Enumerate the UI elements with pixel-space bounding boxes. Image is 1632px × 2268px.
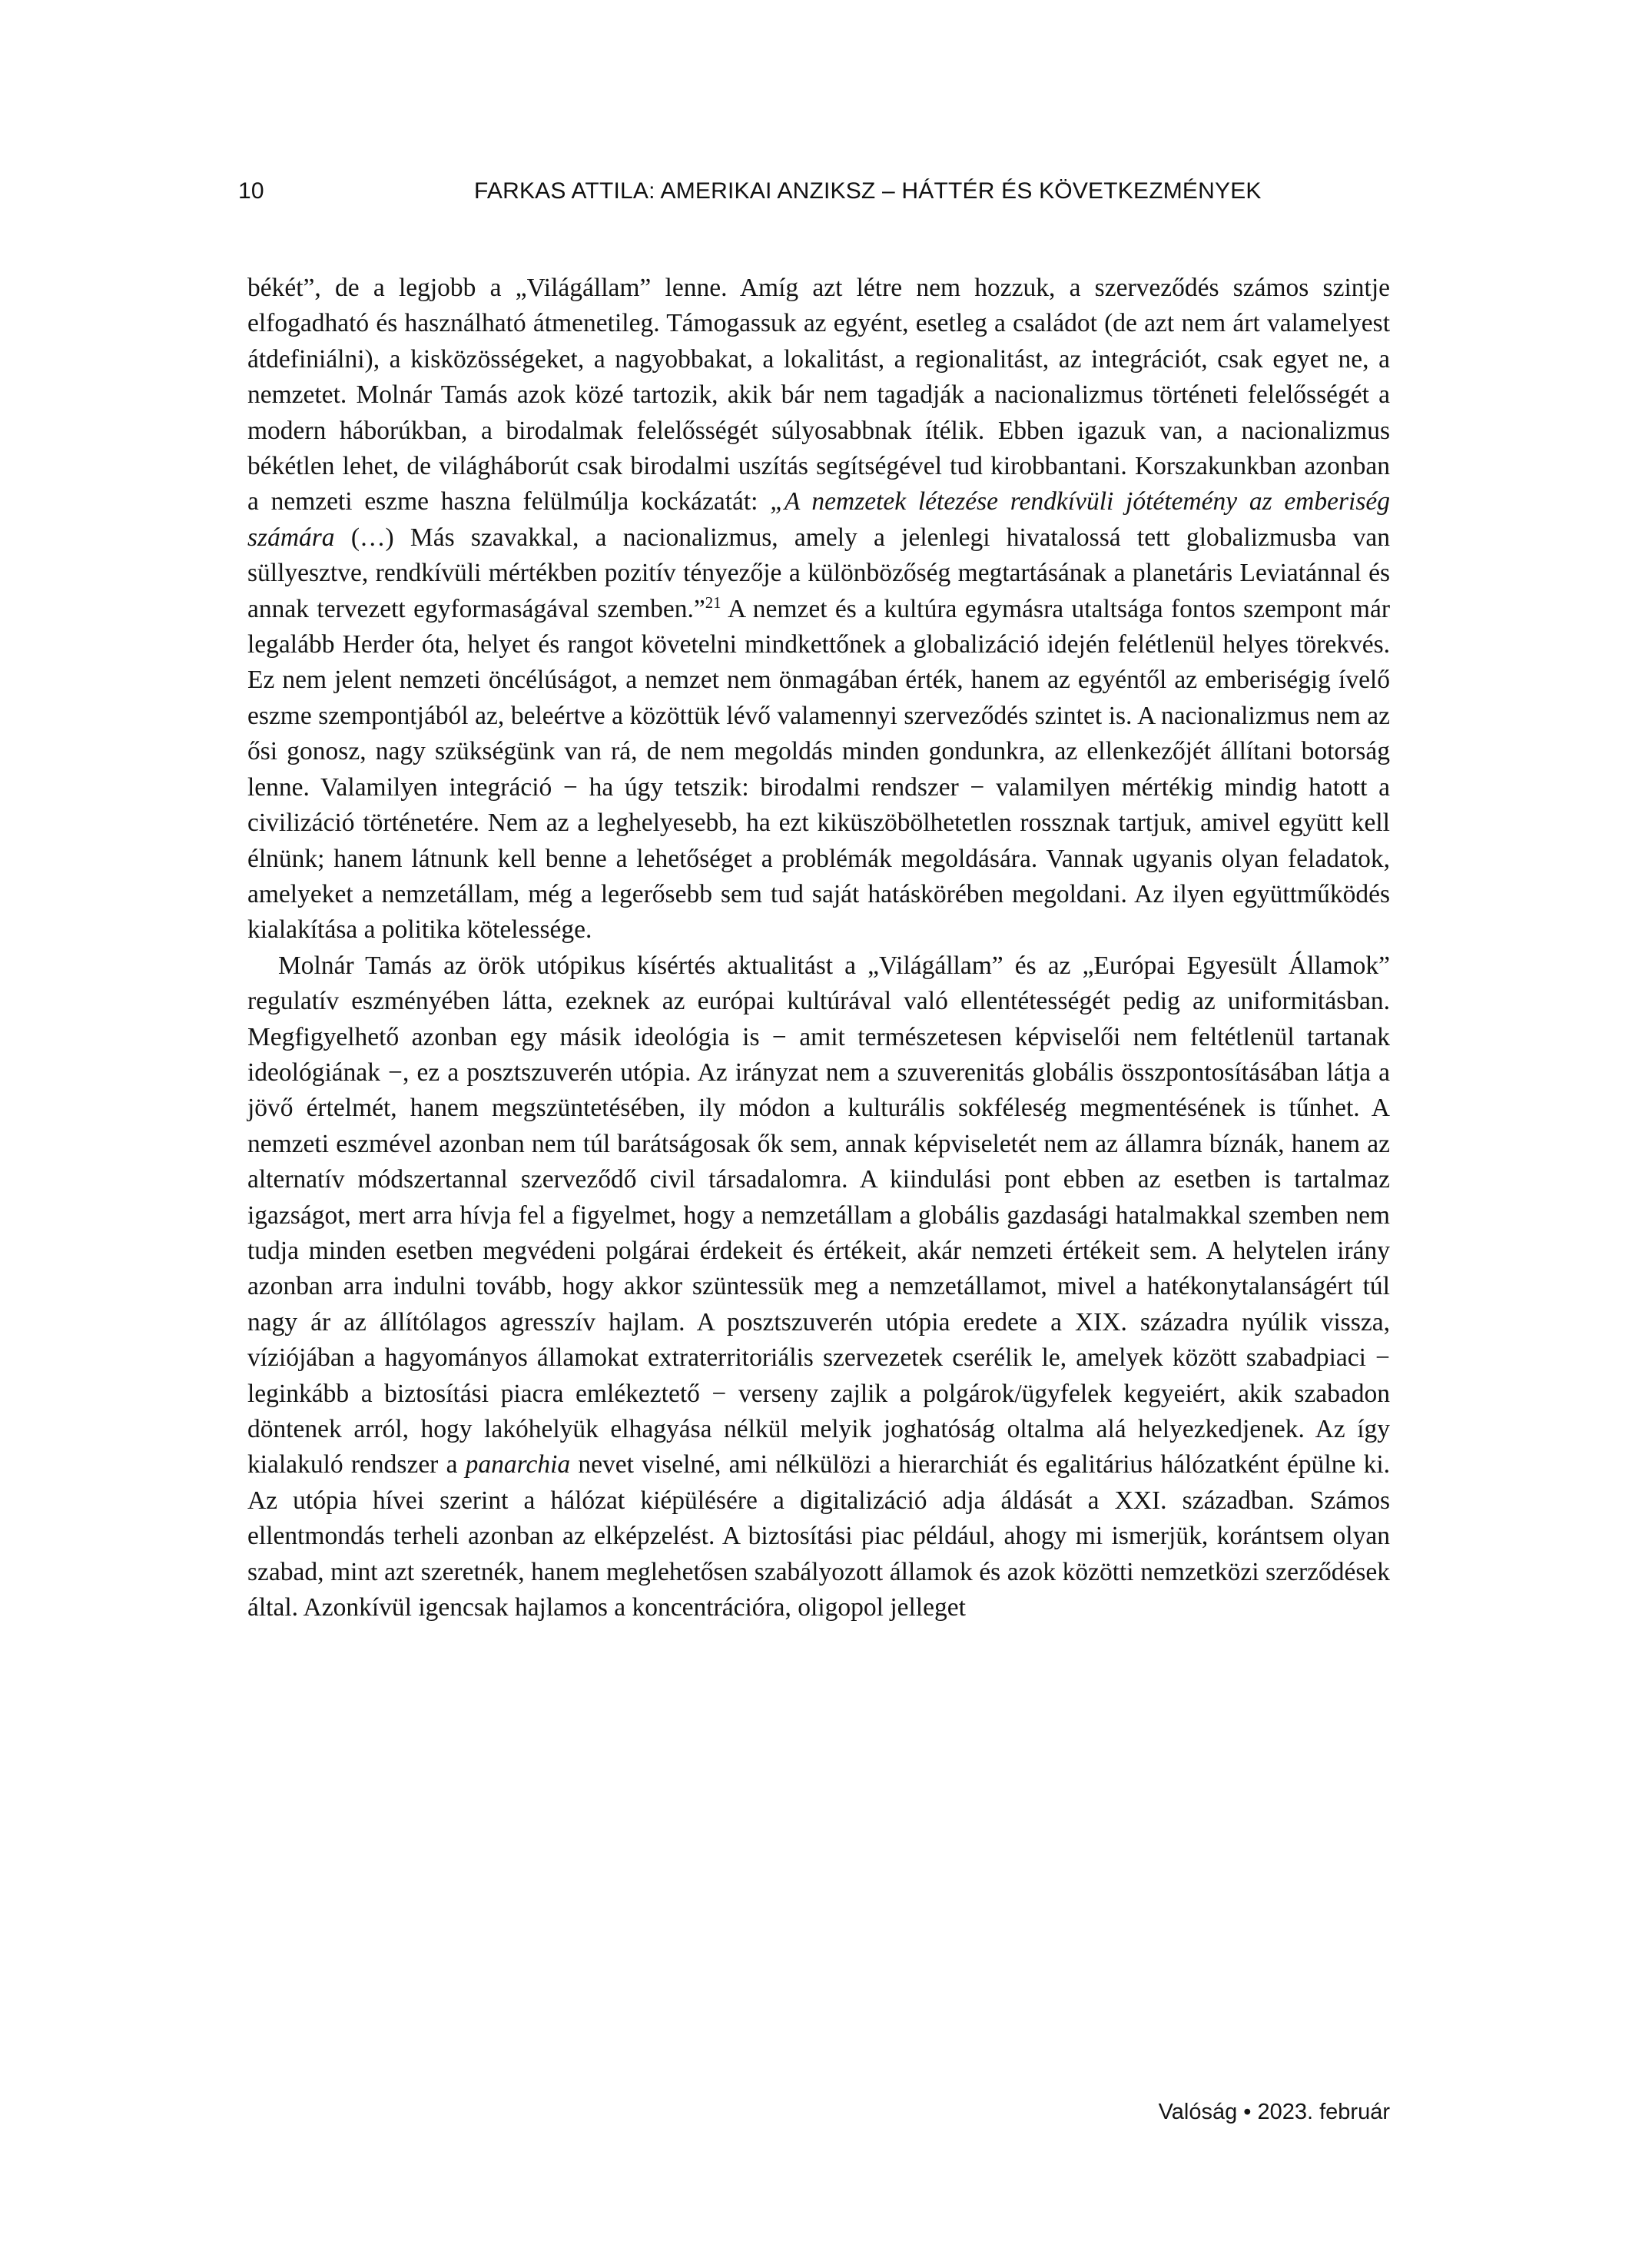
text-run: (…) Más szavakkal, a nacionalizmus, amely a jelenlegi hivatalossá tett globalizmusba van süllyesztve, rendkívüli mértékben pozitív tényezője a különbözőség megtartásának a planetáris Leviatánnal és annak tervezett egyformaságával szemben.” — [247, 523, 1390, 623]
text-run: nevet viselné, ami nélkülözi a hierarchiát és egalitárius hálózatként épülne ki. Az utópia hívei szerint a hálózat kiépülésére a digitalizáció adja áldását a XXI. században. Számos ellentmondás terheli azonban az elképzelést. A biztosítási piac például, ahogy mi ismerjük, korántsem olyan szabad, mint azt szeretnék, hanem meglehetősen szabályozott államok és azok közötti nemzetközi szerződések által. Azonkívül igencsak hajlamos a koncentrációra, oligopol jelleget — [247, 1450, 1391, 1622]
text-run: Molnár Tamás az örök utópikus kísértés aktualitást a „Világállam” és az „Európai Egyesült Államok” regulatív eszményében látta, ezeknek az európai kultúrával való ellentétességét pedig az uniformitásban. Megfigyelhető azonban egy másik ideológia is − amit természetesen képviselői nem feltétlenül tartanak ideológiának −, ez a posztszuverén utópia. Az irányzat nem a szuverenitás globális összpontosításában látja a jövő értelmét, hanem megszüntetésében, ily módon a kulturális sokféleség megmentésének is tűnhet. A nemzeti eszmével azonban nem túl barátságosak ők sem, annak képviseletét nem az államra bíznák, hanem az alternatív módszertannal szerveződő civil társadalomra. A kiindulási pont ebben az esetben is tartalmaz igazságot, mert arra hívja fel a figyelmet, hogy a nemzetállam a globális gazdasági hatalmakkal szemben nem tudja minden esetben megvédeni polgárai érdekeit és értékeit, akár nemzeti értékeit sem. A helytelen irány azonban arra indulni tovább, hogy akkor szüntessük meg a nemzetállamot, mivel a hatékonytalanságért túl nagy ár az állítólagos agresszív hajlam. A posztszuverén utópia eredete a XIX. századra nyúlik vissza, víziójában a hagyományos államokat extraterritoriális szervezetek cserélik le, amelyek között szabadpiaci − leginkább a biztosítási piacra emlékeztető − verseny zajlik a polgárok/ügyfelek kegyeiért, akik szabadon döntenek arról, hogy lakóhelyük elhagyása nélkül melyik joghatóság oltalma alá helyezkedjenek. Az így kialakuló rendszer a — [247, 951, 1390, 1479]
text-run: békét”, de a legjobb a „Világállam” lenne. Amíg azt létre nem hozzuk, a szerveződés számos szintje elfogadható és használható átmenetileg. Támogassuk az egyént, esetleg a családot (de azt nem árt valamelyest átdefiniálni), a kisközösségeket, a nagyobbakat, a lokalitást, a regionalitást, az integrációt, csak egyet ne, a nemzetet. Molnár Tamás azok közé tartozik, akik bár nem tagadják a nacionalizmus történeti felelősségét a modern háborúkban, a birodalmak felelősségét súlyosabbnak ítélik. Ebben igazuk van, a nacionalizmus békétlen lehet, de világháborút csak birodalmi uszítás segítségével tud kirobbantani. Korszakunkban azonban a nemzeti eszme haszna felülmúlja kockázatát: — [247, 274, 1390, 516]
paragraph — [247, 948, 1390, 1626]
paragraph — [247, 271, 1390, 948]
page-header — [238, 178, 1406, 209]
footnote-reference: 21 — [705, 593, 721, 612]
page-footer: Valóság • 2023. február — [1158, 2100, 1390, 2124]
page-number: 10 — [238, 178, 264, 204]
body-text — [247, 271, 1390, 1625]
italic-quote: „A nemzetek létezése rendkívüli jótétemény az emberiség számára — [247, 487, 1390, 552]
italic-quote: panarchia — [465, 1450, 571, 1479]
running-title: FARKAS ATTILA: AMERIKAI ANZIKSZ – HÁTTÉR ÉS KÖVETKEZMÉNYEK — [474, 178, 1262, 204]
text-run: A nemzet és a kultúra egymásra utaltsága fontos szempont már legalább Herder óta, helyet és rangot követelni mindkettőnek a globalizáció idején felétlenül helyes törekvés. Ez nem jelent nemzeti öncélúságot, a nemzet nem önmagában érték, hanem az egyéntől az emberiségig ívelő eszme szempontjából az, beleértve a közöttük lévő valamennyi szerveződés szintet is. A nacionalizmus nem az ősi gonosz, nagy szükségünk van rá, de nem megoldás minden gondunkra, az ellenkezőjét állítani botorság lenne. Valamilyen integráció − ha úgy tetszik: birodalmi rendszer − valamilyen mértékig mindig hatott a civilizáció történetére. Nem az a leghelyesebb, ha ezt kiküszöbölhetetlen rossznak tartjuk, amivel együtt kell élnünk; hanem látnunk kell benne a lehetőséget a problémák megoldására. Vannak ugyanis olyan feladatok, amelyeket a nemzetállam, még a legerősebb sem tud saját hatáskörében megoldani. Az ilyen együttműködés kialakítása a politika kötelessége. — [247, 594, 1390, 945]
